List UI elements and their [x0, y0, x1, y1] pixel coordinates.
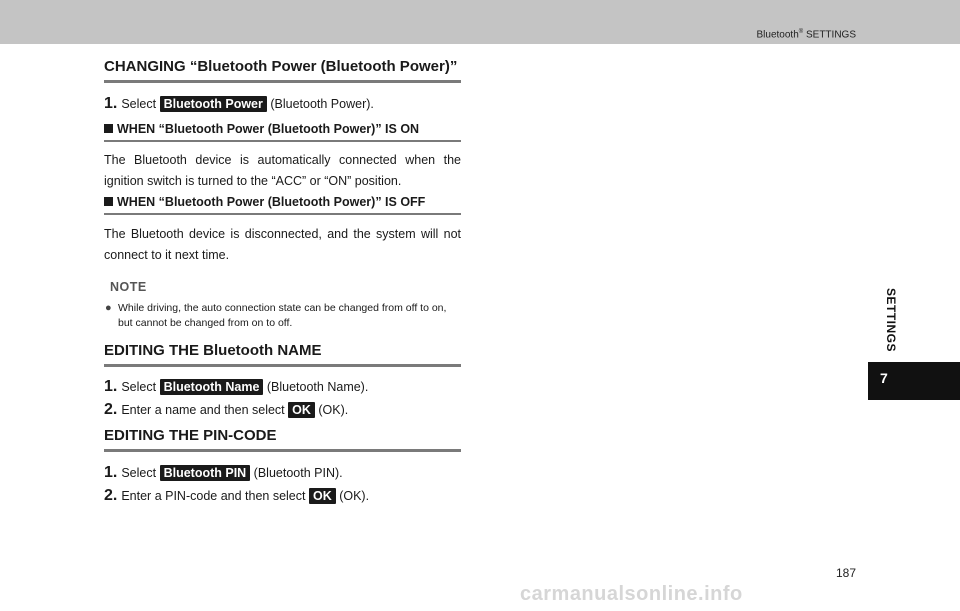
square-bullet-icon — [104, 124, 113, 133]
running-head: Bluetooth® SETTINGS — [756, 29, 856, 41]
subheading-power-off: WHEN “Bluetooth Power (Bluetooth Power)” IS OFF — [104, 195, 461, 215]
subheading-power-on: WHEN “Bluetooth Power (Bluetooth Power)” IS ON — [104, 122, 461, 142]
bluetooth-power-button[interactable]: Bluetooth Power — [160, 96, 267, 112]
square-bullet-icon — [104, 197, 113, 206]
chapter-tab: 7 — [868, 362, 960, 400]
paragraph-power-on: The Bluetooth device is automatically connected when the ignition switch is turned to the “ACC” or “ON” position. — [104, 153, 461, 188]
step-select-bluetooth-pin: 1. Select Bluetooth PIN (Bluetooth PIN). — [104, 464, 343, 481]
paragraph-power-off: The Bluetooth device is disconnected, and the system will not connect to it next time. — [104, 227, 461, 262]
bluetooth-name-button[interactable]: Bluetooth Name — [160, 379, 264, 395]
watermark: carmanualsonline.info — [520, 583, 743, 605]
step-enter-name-ok: 2. Enter a name and then select OK (OK). — [104, 401, 349, 418]
step-select-bluetooth-name: 1. Select Bluetooth Name (Bluetooth Name). — [104, 378, 369, 395]
note-title: NOTE — [110, 280, 147, 294]
bullet-icon: ● — [105, 302, 112, 314]
step-select-bluetooth-power: 1. Select Bluetooth Power (Bluetooth Power). — [104, 95, 374, 112]
side-label-settings: SETTINGS — [884, 288, 898, 353]
section-title-bluetooth-name: EDITING THE Bluetooth NAME — [104, 342, 461, 367]
note-item: ● While driving, the auto connection state can be changed from off to on, but cannot be changed from on to off. — [105, 302, 447, 329]
bluetooth-pin-button[interactable]: Bluetooth PIN — [160, 465, 251, 481]
section-title-bluetooth-power: CHANGING “Bluetooth Power (Bluetooth Power)” — [104, 58, 461, 83]
page-number: 187 — [835, 566, 856, 580]
step-enter-pin-ok: 2. Enter a PIN-code and then select OK (OK). — [104, 487, 370, 504]
ok-button[interactable]: OK — [288, 402, 315, 418]
section-title-pin-code: EDITING THE PIN-CODE — [104, 427, 461, 452]
ok-button[interactable]: OK — [309, 488, 336, 504]
